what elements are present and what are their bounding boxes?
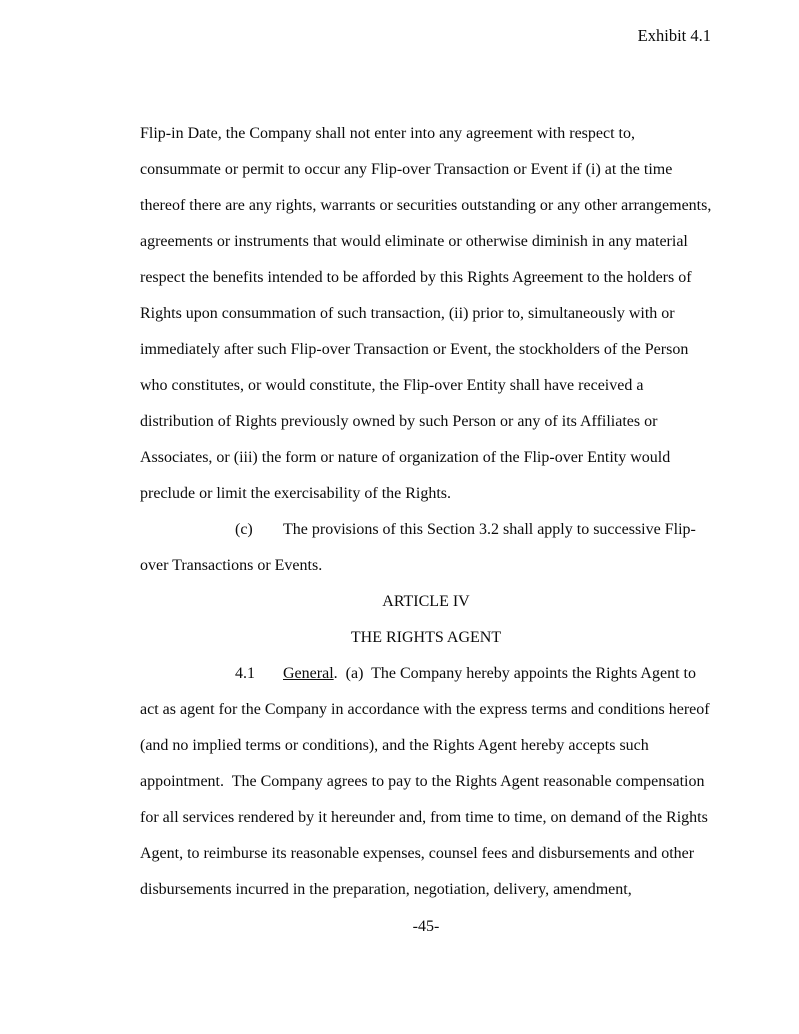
document-line: immediately after such Flip-over Transaction or Event, the stockholders of the Person [140,341,689,358]
document-line: agreements or instruments that would eliminate or otherwise diminish in any material [140,233,688,250]
document-line: over Transactions or Events. [140,557,323,574]
document-line: for all services rendered by it hereunder and, from time to time, on demand of the Rights [140,809,708,826]
document-line: Agent, to reimburse its reasonable expenses, counsel fees and disbursements and other [140,845,695,862]
document-body [140,116,712,908]
document-line: disbursements incurred in the preparation, negotiation, delivery, amendment, [140,881,632,898]
document-line: Rights upon consummation of such transaction, (ii) prior to, simultaneously with or [140,305,675,322]
document-line: act as agent for the Company in accordance with the express terms and conditions hereof [140,701,710,718]
underlined-text: General [283,665,334,682]
document-line: Flip-in Date, the Company shall not enter into any agreement with respect to, [140,125,635,142]
document-line: consummate or permit to occur any Flip-over Transaction or Event if (i) at the time [140,161,673,178]
page-number: -45- [412,918,440,935]
document-line: thereof there are any rights, warrants or securities outstanding or any other arrangements, [140,197,712,214]
document-line: who constitutes, or would constitute, the Flip-over Entity shall have received a [140,377,644,394]
document-line [140,656,712,692]
paragraph-marker: (c) [235,521,253,538]
exhibit-label: Exhibit 4.1 [637,26,711,45]
heading-line: ARTICLE IV [382,593,470,610]
line-text: The provisions of this Section 3.2 shall apply to successive Flip- [283,521,696,538]
document-line: appointment. The Company agrees to pay to the Rights Agent reasonable compensation [140,773,705,790]
document-line: respect the benefits intended to be afforded by this Rights Agreement to the holders of [140,269,692,286]
line-text: . (a) The Company hereby appoints the Rights Agent to [333,665,696,682]
heading-line: THE RIGHTS AGENT [350,629,502,646]
document-line: preclude or limit the exercisability of the Rights. [140,485,452,502]
document-line: Associates, or (iii) the form or nature of organization of the Flip-over Entity would [140,449,671,466]
document-line [140,512,712,548]
paragraph-marker: 4.1 [235,665,255,682]
document-line: (and no implied terms or conditions), and the Rights Agent hereby accepts such [140,737,649,754]
document-line: distribution of Rights previously owned by such Person or any of its Affiliates or [140,413,658,430]
